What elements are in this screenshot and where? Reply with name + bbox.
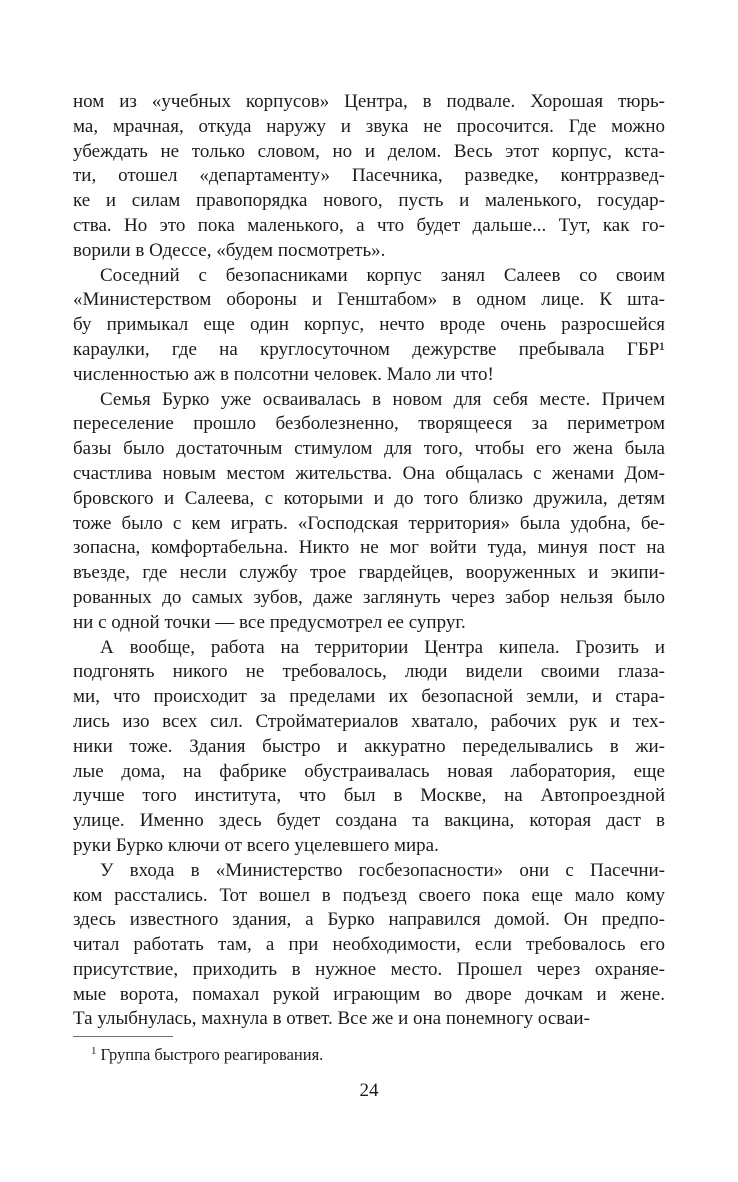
text-line: базы было достаточным стимулом для того, чтобы его жена была bbox=[73, 438, 665, 460]
text-line: А вообще, работа на территории Центра кипела. Грозить и bbox=[100, 636, 665, 658]
text-line: рованных до самых зубов, даже заглянуть через забор нельзя было bbox=[73, 586, 665, 608]
text-line: ма, мрачная, откуда наружу и звука не просочится. Где можно bbox=[73, 115, 665, 137]
text-line: «Министерством обороны и Генштабом» в одном лице. К шта- bbox=[73, 289, 665, 311]
text-line: Та улыбнулась, махнула в ответ. Все же и она понемногу осваи- bbox=[73, 1008, 590, 1030]
text-line: лые дома, на фабрике обустраивалась новая лаборатория, еще bbox=[73, 760, 665, 782]
footnote-content: Группа быстрого реагирования. bbox=[100, 1045, 324, 1064]
paragraph bbox=[73, 264, 665, 388]
text-line: убеждать не только словом, но и делом. Весь этот корпус, кста- bbox=[73, 140, 665, 162]
paragraph bbox=[73, 388, 665, 636]
text-line: тоже было с кем играть. «Господская территория» была удобна, бе- bbox=[73, 512, 665, 534]
page-number: 24 bbox=[359, 1080, 379, 1101]
text-block bbox=[73, 90, 665, 1032]
paragraph bbox=[73, 859, 665, 1033]
text-line: бу примыкал еще один корпус, нечто вроде очень разросшейся bbox=[73, 314, 665, 336]
text-line: ства. Но это пока маленького, а что будет дальше... Тут, как го- bbox=[73, 214, 665, 236]
text-line: зопасна, комфортабельна. Никто не мог войти туда, минуя пост на bbox=[73, 537, 665, 559]
text-line: У входа в «Министерство госбезопасности» они с Пасечни- bbox=[100, 859, 665, 881]
paragraph bbox=[73, 636, 665, 859]
text-line: руки Бурко ключи от всего уцелевшего мира. bbox=[73, 834, 439, 856]
paragraph bbox=[73, 90, 665, 264]
text-line: численностью аж в полсотни человек. Мало ли что! bbox=[73, 363, 494, 385]
text-line: въезде, где несли службу трое гвардейцев, вооруженных и экипи- bbox=[73, 562, 665, 584]
text-line: ники тоже. Здания быстро и аккуратно переделывались в жи- bbox=[73, 735, 665, 757]
footnote-separator bbox=[73, 1036, 173, 1037]
text-line: караулки, где на круглосуточном дежурстве пребывала ГБР¹ bbox=[73, 338, 665, 360]
text-line: Семья Бурко уже осваивалась в новом для себя месте. Причем bbox=[100, 388, 665, 410]
text-line: ком расстались. Тот вошел в подъезд своего пока еще мало кому bbox=[73, 884, 665, 906]
text-line: мые ворота, помахал рукой играющим во дворе дочкам и жене. bbox=[73, 983, 665, 1005]
text-line: ми, что происходит за пределами их безопасной земли, и стара- bbox=[73, 686, 665, 708]
text-line: бровского и Салеева, с которыми и до того близко дружила, детям bbox=[73, 487, 665, 509]
text-line: ти, отошел «департаменту» Пасечника, разведке, контрразвед- bbox=[73, 165, 665, 187]
text-line: лись изо всех сил. Стройматериалов хватало, рабочих рук и тех- bbox=[73, 710, 665, 732]
footnote-marker: 1 bbox=[91, 1044, 97, 1057]
text-line: улице. Именно здесь будет создана та вакцина, которая даст в bbox=[73, 810, 665, 832]
footnote bbox=[73, 1036, 665, 1066]
text-line: ни с одной точки — все предусмотрел ее супруг. bbox=[73, 611, 466, 633]
text-line: здесь известного здания, а Бурко направился домой. Он предпо- bbox=[73, 909, 665, 931]
text-line: подгонять никого не требовалось, люди видели своими глаза- bbox=[73, 661, 665, 683]
text-line: лучше того института, что был в Москве, на Автопроездной bbox=[73, 785, 665, 807]
text-line: ном из «учебных корпусов» Центра, в подвале. Хорошая тюрь- bbox=[73, 91, 665, 112]
text-line: читал работать там, а при необходимости, если требовалось его bbox=[73, 934, 665, 956]
footnote-text bbox=[73, 1044, 665, 1066]
text-line: ворили в Одессе, «будем посмотреть». bbox=[73, 239, 386, 261]
text-line: присутствие, приходить в нужное место. Прошел через охраняе- bbox=[73, 958, 665, 980]
text-line: ке и силам правопорядка нового, пусть и маленького, государ- bbox=[73, 190, 665, 212]
text-line: Соседний с безопасниками корпус занял Салеев со своим bbox=[100, 264, 665, 286]
text-line: счастлива новым местом жительства. Она общалась с женами Дом- bbox=[73, 462, 665, 484]
text-line: переселение прошло безболезненно, творящееся за периметром bbox=[73, 413, 665, 435]
